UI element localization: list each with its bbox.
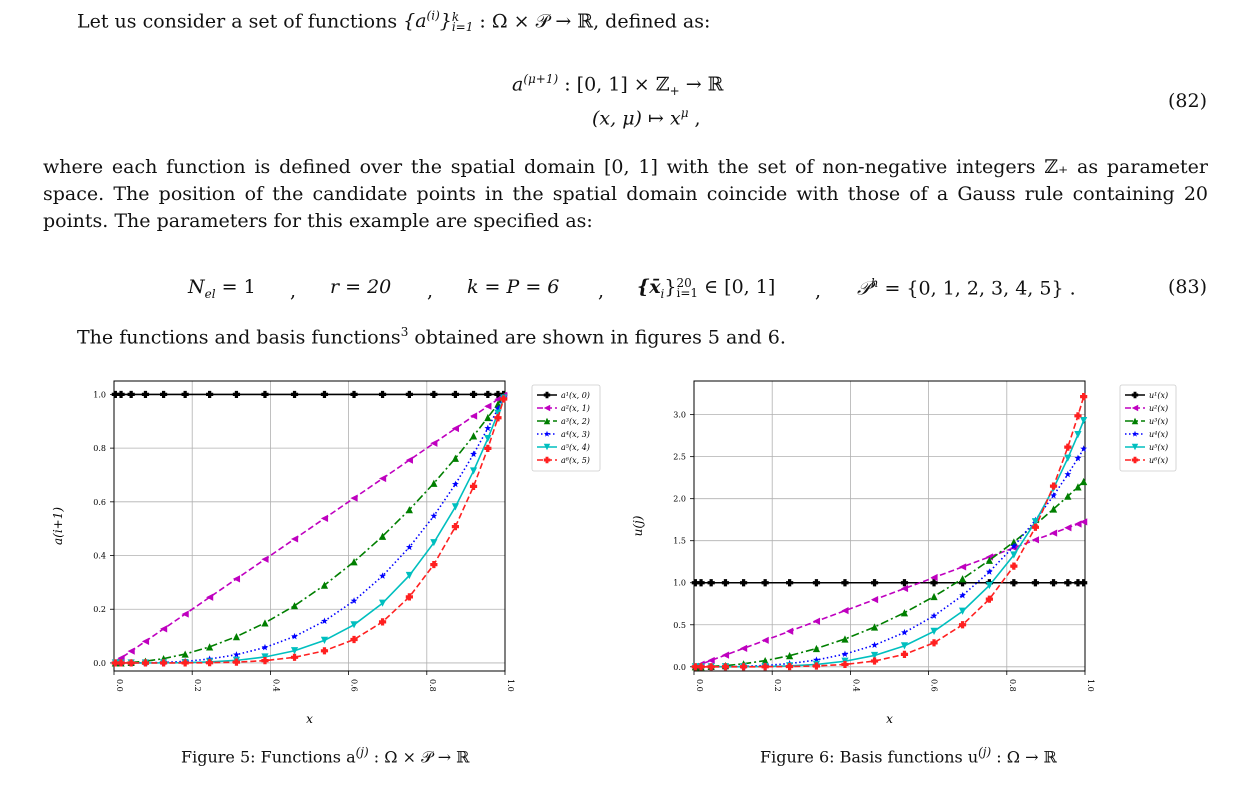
series-2-point: [1064, 524, 1071, 531]
figure-6-caption-sup: (j): [978, 745, 992, 759]
x-tick-label: 0.2: [193, 679, 203, 692]
series-1-point: [233, 391, 240, 398]
series-2-point: [350, 495, 357, 502]
intro-lead: Let us consider a set of functions: [77, 10, 398, 33]
series-6-point: [291, 654, 298, 661]
series-6-point: [350, 636, 357, 643]
series-3-point: [841, 635, 848, 642]
x-tick-label: 1.0: [1086, 679, 1095, 692]
eq83-sep-3: ,: [598, 280, 605, 302]
series-5-point: [1074, 431, 1081, 438]
eq83-points-open: {x̄: [637, 276, 661, 298]
series-4-point: [871, 642, 878, 649]
series-4-point: [262, 644, 269, 651]
footnote-marker: 3: [400, 325, 409, 339]
figure-5-caption-tail: : Ω × 𝒫 → ℝ: [368, 747, 470, 767]
x-tick-label: 0.2: [773, 679, 783, 692]
series-2-point: [1074, 520, 1081, 527]
series-4-point: [986, 568, 993, 575]
para2-text: The functions and basis functions: [77, 326, 401, 349]
eq83-k: k = P = 6: [467, 276, 560, 298]
eq83-points-sub: i: [660, 286, 665, 301]
series-4-point: [1075, 455, 1082, 462]
series-2-point: [1032, 536, 1039, 543]
series-1-point: [484, 391, 491, 398]
series-line-4: [695, 449, 1083, 667]
series-4-point: [233, 651, 240, 658]
series-1-point: [160, 391, 167, 398]
series-6-point: [379, 618, 386, 625]
eq83-points-range: i=1: [676, 286, 699, 300]
set-open: {a: [403, 10, 427, 33]
series-1-point: [841, 579, 848, 586]
series-3-point: [813, 645, 820, 652]
eq83-ph-sup: h: [870, 276, 879, 290]
series-5-point: [1080, 417, 1087, 424]
eq83-param-space: [857, 276, 1076, 299]
series-5-point: [1064, 455, 1071, 462]
legend-label-4: a⁴(x, 3): [561, 430, 590, 439]
equation-83: [188, 276, 256, 301]
series-5-point: [930, 628, 937, 635]
eq82-rule: (x, μ) ↦ x: [592, 107, 681, 130]
series-1-point: [452, 391, 459, 398]
series-6-point: [430, 561, 437, 568]
series-4-point: [470, 451, 477, 458]
series-line-2: [115, 395, 503, 662]
series-2-point: [871, 596, 878, 603]
equation-82-number: (82): [1167, 90, 1207, 112]
paragraph-parameters: where each function is defined over the spatial domain [0, 1] with the set of non-negative integers ℤ₊ as parameter space. The position of the candidate points in the spatial domain coincide with those of a Gauss rule containing 20 points. The parameters for this example are specified as:: [43, 156, 1208, 232]
series-2-point: [813, 618, 820, 625]
series-line-3: [695, 481, 1083, 666]
series-6-point: [1080, 393, 1087, 400]
figure-6: [631, 376, 1200, 736]
y-tick-label: 0.2: [93, 605, 106, 615]
series-4-point: [901, 629, 908, 636]
x-tick-label: 1.0: [506, 679, 515, 692]
series-6-point: [470, 483, 477, 490]
y-tick-label: 1.5: [673, 536, 686, 546]
legend-label-5: a⁵(x, 4): [561, 443, 590, 452]
series-1-point: [1080, 579, 1087, 586]
x-tick-label: 0.8: [1007, 679, 1017, 692]
series-1-point: [708, 579, 715, 586]
x-tick-label: 0.0: [115, 679, 124, 692]
series-2-point: [233, 575, 240, 582]
eq83-ph: 𝒫: [857, 277, 871, 300]
figure-6-chart: [631, 376, 1200, 736]
set-i: i=1: [451, 20, 474, 35]
series-3-point: [1080, 478, 1087, 485]
series-line-4: [115, 397, 503, 663]
series-1-point: [470, 391, 477, 398]
set-close: }: [439, 10, 452, 33]
legend-label-6: a⁶(x, 5): [561, 456, 590, 465]
y-tick-label: 2.5: [673, 452, 686, 462]
y-tick-label: 1.0: [673, 578, 686, 588]
eq83-points-sup: 20: [676, 276, 692, 290]
equation-82-line2: [592, 106, 701, 129]
legend-label-6: u⁶(x): [1149, 456, 1169, 465]
eq82-lhs: a: [512, 73, 524, 96]
series-2-point: [261, 556, 268, 563]
series-2-point: [321, 515, 328, 522]
legend-label-2: u²(x): [1149, 404, 1169, 413]
equation-82-line1: [512, 72, 723, 98]
series-1-point: [901, 579, 908, 586]
series-1-point: [291, 391, 298, 398]
equation-83-number: (83): [1167, 276, 1207, 298]
legend-label-4: u⁴(x): [1149, 430, 1169, 439]
series-2-point: [762, 637, 769, 644]
para2-tail: obtained are shown in figures 5 and 6.: [408, 326, 786, 349]
series-1-point: [206, 391, 213, 398]
series-3-point: [261, 619, 268, 626]
series-2-point: [740, 645, 747, 652]
series-1-point: [813, 579, 820, 586]
series-5-point: [321, 637, 328, 644]
eq82-domain-tail: → ℝ: [679, 73, 724, 96]
paragraph-figures: [77, 325, 786, 348]
series-2-point: [291, 535, 298, 542]
series-2-point: [484, 403, 491, 410]
eq83-nel-value: = 1: [215, 276, 256, 298]
eq83-points-close: }: [664, 276, 677, 298]
series-1-point: [786, 579, 793, 586]
series-6-point: [321, 647, 328, 654]
series-1-point: [142, 391, 149, 398]
y-tick-label: 0.0: [673, 662, 686, 672]
eq82-domain-sub: +: [669, 84, 680, 99]
intro-mapping: : Ω × 𝒫 → ℝ, defined as:: [473, 10, 711, 33]
legend-label-2: a²(x, 1): [561, 404, 590, 413]
y-tick-label: 0.6: [93, 497, 106, 507]
series-2-point: [128, 648, 135, 655]
series-6-point: [1010, 563, 1017, 570]
series-2-point: [722, 651, 729, 658]
eq82-lhs-sup: (μ+1): [523, 72, 559, 86]
eq83-sep-1: ,: [290, 280, 297, 302]
x-axis-label: x: [886, 712, 893, 726]
series-4-point: [1064, 471, 1071, 478]
series-4-point: [1080, 445, 1087, 452]
y-axis-label: u(j): [631, 515, 645, 537]
series-1-point: [871, 579, 878, 586]
series-5-point: [470, 467, 477, 474]
series-6-point: [901, 651, 908, 658]
series-3-point: [406, 506, 413, 513]
legend-label-1: a¹(x, 0): [561, 391, 590, 400]
eq82-domain: : [0, 1] × ℤ: [558, 73, 670, 96]
series-2-point: [841, 607, 848, 614]
figure-5-chart: [51, 376, 615, 736]
series-1-point: [740, 579, 747, 586]
y-tick-label: 0.4: [93, 551, 106, 561]
series-2-point: [959, 563, 966, 570]
series-1-point: [321, 391, 328, 398]
series-3-point: [901, 609, 908, 616]
series-1-point: [430, 391, 437, 398]
series-6-point: [452, 523, 459, 530]
x-tick-label: 0.6: [929, 679, 939, 692]
series-1-point: [261, 391, 268, 398]
series-2-point: [786, 628, 793, 635]
x-axis-label: x: [306, 712, 313, 726]
x-tick-label: 0.8: [427, 679, 437, 692]
legend-label-3: a³(x, 2): [561, 417, 590, 426]
figure-5-caption: [181, 745, 470, 767]
legend-label-5: u⁵(x): [1149, 443, 1169, 452]
y-tick-label: 3.0: [673, 410, 686, 420]
x-tick-label: 0.4: [271, 679, 281, 692]
series-5-point: [350, 621, 357, 628]
series-6-point: [1064, 444, 1071, 451]
series-line-2: [695, 522, 1083, 666]
series-3-point: [452, 455, 459, 462]
series-1-point: [117, 391, 124, 398]
x-tick-label: 0.6: [349, 679, 359, 692]
y-tick-label: 0.8: [93, 444, 106, 454]
series-1-point: [762, 579, 769, 586]
y-tick-label: 0.0: [93, 658, 106, 668]
series-4-point: [842, 651, 849, 658]
series-6-point: [871, 657, 878, 664]
figure-5: [51, 376, 615, 736]
figure-5-caption-sup: (j): [355, 745, 369, 759]
function-set: [403, 9, 474, 35]
x-tick-label: 0.0: [695, 679, 704, 692]
eq82-rule-tail: ,: [688, 107, 701, 130]
figure-6-caption-tail: : Ω → ℝ: [991, 747, 1057, 767]
series-line-6: [115, 399, 503, 663]
eq83-sep-4: ,: [815, 280, 822, 302]
series-6-point: [1074, 412, 1081, 419]
series-3-point: [206, 643, 213, 650]
series-4-point: [959, 592, 966, 599]
series-1-point: [722, 579, 729, 586]
series-3-point: [470, 432, 477, 439]
series-3-point: [233, 633, 240, 640]
series-1-point: [697, 579, 704, 586]
figure-6-caption: [760, 745, 1057, 766]
series-4-point: [291, 633, 298, 640]
intro-sentence: [77, 9, 711, 35]
series-2-point: [142, 638, 149, 645]
eq83-nel-sub: el: [204, 286, 216, 301]
legend-label-1: u¹(x): [1149, 391, 1169, 400]
series-5-point: [452, 503, 459, 510]
y-tick-label: 1.0: [93, 390, 106, 400]
set-k: k: [451, 10, 460, 25]
eq82-rule-sup: μ: [680, 106, 689, 120]
series-line-5: [115, 398, 503, 663]
y-tick-label: 0.5: [673, 620, 686, 630]
eq83-sep-2: ,: [427, 280, 434, 302]
series-3-point: [930, 593, 937, 600]
series-1-point: [406, 391, 413, 398]
y-tick-label: 2.0: [673, 494, 686, 504]
eq83-r: r = 20: [330, 276, 392, 298]
series-1-point: [379, 391, 386, 398]
series-4-point: [484, 425, 491, 432]
series-2-point: [470, 412, 477, 419]
series-1-point: [1010, 579, 1017, 586]
series-2-point: [1050, 529, 1057, 536]
eq83-points: [637, 276, 775, 301]
eq83-ph-set: = {0, 1, 2, 3, 4, 5} .: [878, 277, 1076, 300]
series-1-point: [1032, 579, 1039, 586]
plot-frame: [114, 381, 505, 671]
plot-frame: [694, 381, 1085, 671]
series-4-point: [452, 481, 459, 488]
x-tick-label: 0.4: [851, 679, 861, 692]
set-sup: (i): [426, 9, 440, 23]
series-1-point: [1064, 579, 1071, 586]
series-1-point: [350, 391, 357, 398]
series-1-point: [128, 391, 135, 398]
figure-5-caption-lead: Figure 5: Functions a: [181, 747, 356, 767]
eq83-points-tail: ∈ [0, 1]: [698, 276, 776, 298]
series-1-point: [182, 391, 189, 398]
figure-6-caption-lead: Figure 6: Basis functions u: [760, 747, 979, 767]
eq83-nel: N: [188, 276, 205, 298]
series-1-point: [1050, 579, 1057, 586]
legend-label-3: u³(x): [1149, 417, 1169, 426]
y-axis-label: a(i+1): [51, 506, 65, 546]
